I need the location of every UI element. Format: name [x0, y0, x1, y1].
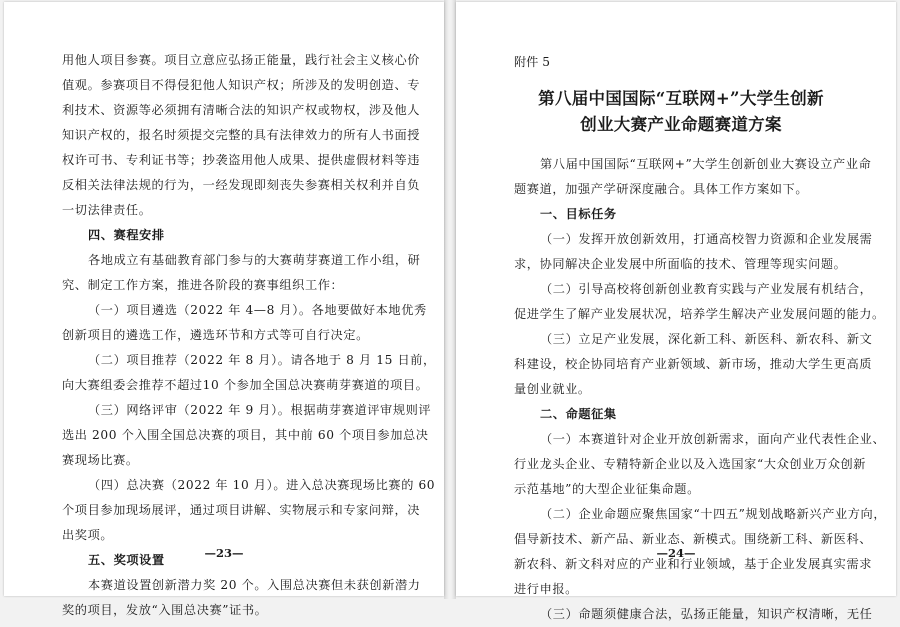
text-line: 出奖项。	[62, 528, 114, 542]
title-line: 第八届中国国际“互联网+”大学生创新	[538, 89, 824, 108]
section-heading: 一、目标任务	[540, 207, 617, 221]
page-body	[514, 48, 887, 627]
attachment-label: 附件 5	[514, 55, 551, 69]
text-line: （二）引导高校将创新创业教育实践与产业发展有机结合，	[540, 282, 873, 296]
page-number: —24—	[656, 546, 696, 560]
text-line: 创新项目的遴选工作，遴选环节和方式等可自行决定。	[62, 328, 369, 342]
document-page-left	[4, 2, 444, 617]
text-line: 倡导新技术、新产品、新业态、新模式。围绕新工科、新医科、	[514, 532, 873, 546]
page-body	[62, 48, 436, 623]
text-line: 利技术、资源等必须拥有清晰合法的知识产权或物权，涉及他人	[62, 103, 421, 117]
text-line: （二）项目推荐（2022 年 8 月）。请各地于 8 月 15 日前，	[88, 353, 436, 367]
text-line: 赛现场比赛。	[62, 453, 139, 467]
text-line: 知识产权的，报名时须提交完整的具有法律效力的所有人书面授	[62, 128, 421, 142]
section-heading: 二、命题征集	[540, 407, 617, 421]
text-line: 个项目参加现场展评，通过项目讲解、实物展示和专家问辩，决	[62, 503, 421, 517]
text-line: 科建设，校企协同培育产业新领域、新市场，推动大学生更高质	[514, 357, 873, 371]
text-line: 值观。参赛项目不得侵犯他人知识产权；所涉及的发明创造、专	[62, 78, 421, 92]
text-line: 本赛道设置创新潜力奖 20 个。入围总决赛但未获创新潜力	[88, 578, 421, 592]
text-line: 用他人项目参赛。项目立意应弘扬正能量，践行社会主义核心价	[62, 53, 421, 67]
text-line: 反相关法律法规的行为，一经发现即刻丧失参赛相关权利并自负	[62, 178, 421, 192]
text-line: 进行申报。	[514, 582, 578, 596]
text-line: （一）本赛道针对企业开放创新需求，面向产业代表性企业、	[540, 432, 886, 446]
document-title	[514, 86, 848, 138]
text-line: 新农科、新文科对应的产业和行业领域，基于企业发展真实需求	[514, 557, 873, 571]
text-line: （三）网络评审（2022 年 9 月）。根据萌芽赛道评审规则评	[88, 403, 432, 417]
text-line: （四）总决赛（2022 年 10 月）。进入总决赛现场比赛的 60	[88, 478, 436, 492]
document-page-right	[456, 2, 896, 621]
section-heading: 四、赛程安排	[88, 228, 165, 242]
text-line: （二）企业命题应聚焦国家“十四五”规划战略新兴产业方向，	[540, 507, 887, 521]
title-line: 创业大赛产业命题赛道方案	[580, 115, 782, 134]
section-heading: 五、奖项设置	[88, 553, 165, 567]
text-line: 向大赛组委会推荐不超过10 个参加全国总决赛萌芽赛道的项目。	[62, 378, 429, 392]
text-line: 一切法律责任。	[62, 203, 152, 217]
text-line: 权许可书、专利证书等；抄袭盗用他人成果、提供虚假材料等违	[62, 153, 421, 167]
text-line: 行业龙头企业、专精特新企业以及入选国家“大众创业万众创新	[514, 457, 867, 471]
text-line: （一）发挥开放创新效用，打通高校智力资源和企业发展需	[540, 232, 873, 246]
text-line: （三）命题须健康合法，弘扬正能量，知识产权清晰，无任	[540, 607, 873, 621]
text-line: 奖的项目，发放“入围总决赛”证书。	[62, 603, 268, 617]
text-line: 促进学生了解产业发展状况，培养学生解决产业发展问题的能力。	[514, 307, 885, 321]
text-line: 各地成立有基础教育部门参与的大赛萌芽赛道工作小组，研	[88, 253, 421, 267]
text-line: 第八届中国国际“互联网+”大学生创新创业大赛设立产业命	[540, 157, 872, 171]
text-line: 题赛道，加强产学研深度融合。具体工作方案如下。	[514, 182, 809, 196]
text-line: 选出 200 个入围全国总决赛的项目，其中前 60 个项目参加总决	[62, 428, 429, 442]
text-line: 示范基地”的大型企业征集命题。	[514, 482, 700, 496]
text-line: 求，协同解决企业发展中所面临的技术、管理等现实问题。	[514, 257, 847, 271]
page-gutter	[444, 0, 456, 599]
text-line: （一）项目遴选（2022 年 4—8 月）。各地要做好本地优秀	[88, 303, 427, 317]
text-line: 究、制定工作方案，推进各阶段的赛事组织工作：	[62, 278, 344, 292]
text-line: （三）立足产业发展，深化新工科、新医科、新农科、新文	[540, 332, 873, 346]
page-number: —23—	[204, 546, 244, 560]
text-line: 量创业就业。	[514, 382, 591, 396]
